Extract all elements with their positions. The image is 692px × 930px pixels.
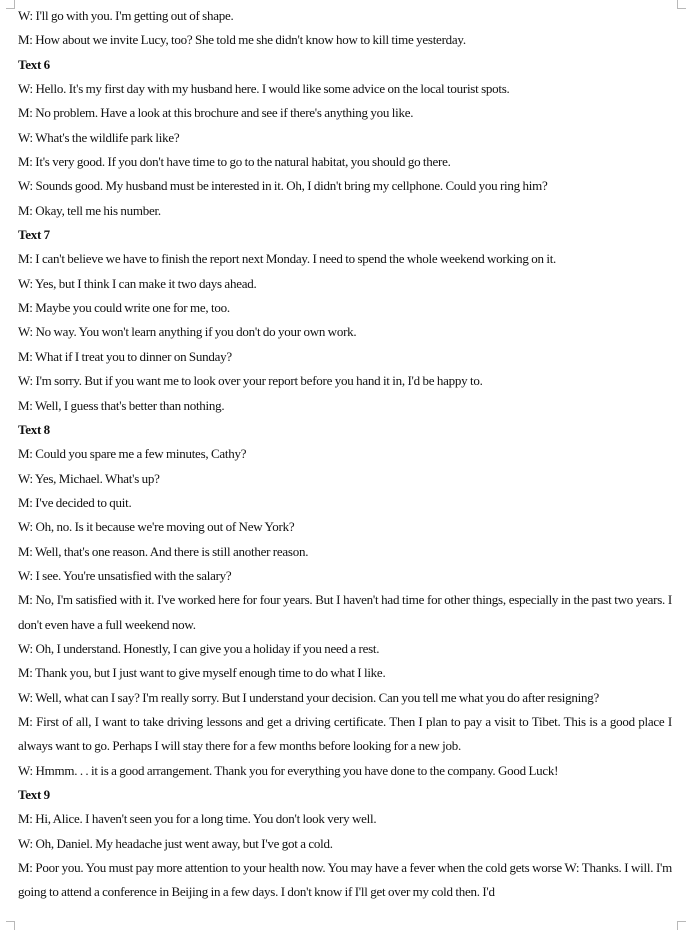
dialogue-line: M: Hi, Alice. I haven't seen you for a long time. You don't look very well. <box>18 811 377 827</box>
page-corner-mark <box>677 921 686 930</box>
dialogue-line: M: Okay, tell me his number. <box>18 202 161 218</box>
document-body <box>18 4 672 905</box>
dialogue-line: W: Yes, but I think I can make it two days ahead. <box>18 275 257 291</box>
dialogue-line: W: Well, what can I say? I'm really sorry. But I understand your decision. Can you tell me what you do after resigning? <box>18 689 600 705</box>
dialogue-line: W: Hmmm. . . it is a good arrangement. Thank you for everything you have done to the company. Good Luck! <box>18 762 559 778</box>
section-heading: Text 8 <box>18 421 50 437</box>
dialogue-line: M: No problem. Have a look at this brochure and see if there's anything you like. <box>18 105 414 121</box>
dialogue-line: M: First of all, I want to take driving lessons and get a driving certificate. Then I plan to pay a visit to Tibet. This is a good place I always want to go. Perhaps I will stay there for a few months before looking for a new job. <box>18 713 672 754</box>
dialogue-line: W: Oh, I understand. Honestly, I can give you a holiday if you need a rest. <box>18 640 380 656</box>
section-heading: Text 9 <box>18 787 50 802</box>
dialogue-line: M: Well, that's one reason. And there is still another reason. <box>18 543 309 559</box>
dialogue-line: M: I can't believe we have to finish the report next Monday. I need to spend the whole weekend working on it. <box>18 251 557 267</box>
dialogue-line: M: Maybe you could write one for me, too. <box>18 300 230 316</box>
dialogue-line: W: No way. You won't learn anything if you don't do your own work. <box>18 324 357 340</box>
page-corner-mark <box>6 921 15 930</box>
dialogue-line: W: Yes, Michael. What's up? <box>18 470 160 486</box>
dialogue-line: W: Oh, Daniel. My headache just went away, but I've got a cold. <box>18 835 333 851</box>
page-corner-mark <box>6 0 15 9</box>
dialogue-line: W: I'm sorry. But if you want me to look over your report before you hand it in, I'd be happy to. <box>18 373 483 389</box>
dialogue-line: W: Sounds good. My husband must be interested in it. Oh, I didn't bring my cellphone. Could you ring him? <box>18 178 548 194</box>
dialogue-line: W: I'll go with you. I'm getting out of shape. <box>18 8 234 23</box>
dialogue-line: W: I see. You're unsatisfied with the salary? <box>18 567 232 583</box>
section-heading: Text 7 <box>18 227 50 243</box>
dialogue-line: W: Hello. It's my first day with my husband here. I would like some advice on the local tourist spots. <box>18 81 510 97</box>
dialogue-line: M: I've decided to quit. <box>18 494 132 510</box>
dialogue-line: M: Poor you. You must pay more attention to your health now. You may have a fever when the cold gets worse W: Thanks. I will. I'm going to attend a conference in Beijing in a few days. I don't know if I'll get over my cold then. I'd <box>18 860 672 900</box>
dialogue-line: M: Could you spare me a few minutes, Cathy? <box>18 446 247 462</box>
dialogue-line: M: How about we invite Lucy, too? She told me she didn't know how to kill time yesterday. <box>18 32 466 48</box>
section-heading: Text 6 <box>18 56 50 72</box>
dialogue-line: W: Oh, no. Is it because we're moving out of New York? <box>18 519 295 535</box>
dialogue-line: M: Well, I guess that's better than nothing. <box>18 397 225 413</box>
page-corner-mark <box>677 0 686 9</box>
dialogue-line: M: Thank you, but I just want to give myself enough time to do what I like. <box>18 665 386 681</box>
dialogue-line: M: No, I'm satisfied with it. I've worked here for four years. But I haven't had time for other things, especially in the past two years. I don't even have a full weekend now. <box>18 592 672 632</box>
dialogue-line: M: It's very good. If you don't have time to go to the natural habitat, you should go there. <box>18 154 451 170</box>
dialogue-line: W: What's the wildlife park like? <box>18 129 180 145</box>
dialogue-line: M: What if I treat you to dinner on Sunday? <box>18 348 232 364</box>
